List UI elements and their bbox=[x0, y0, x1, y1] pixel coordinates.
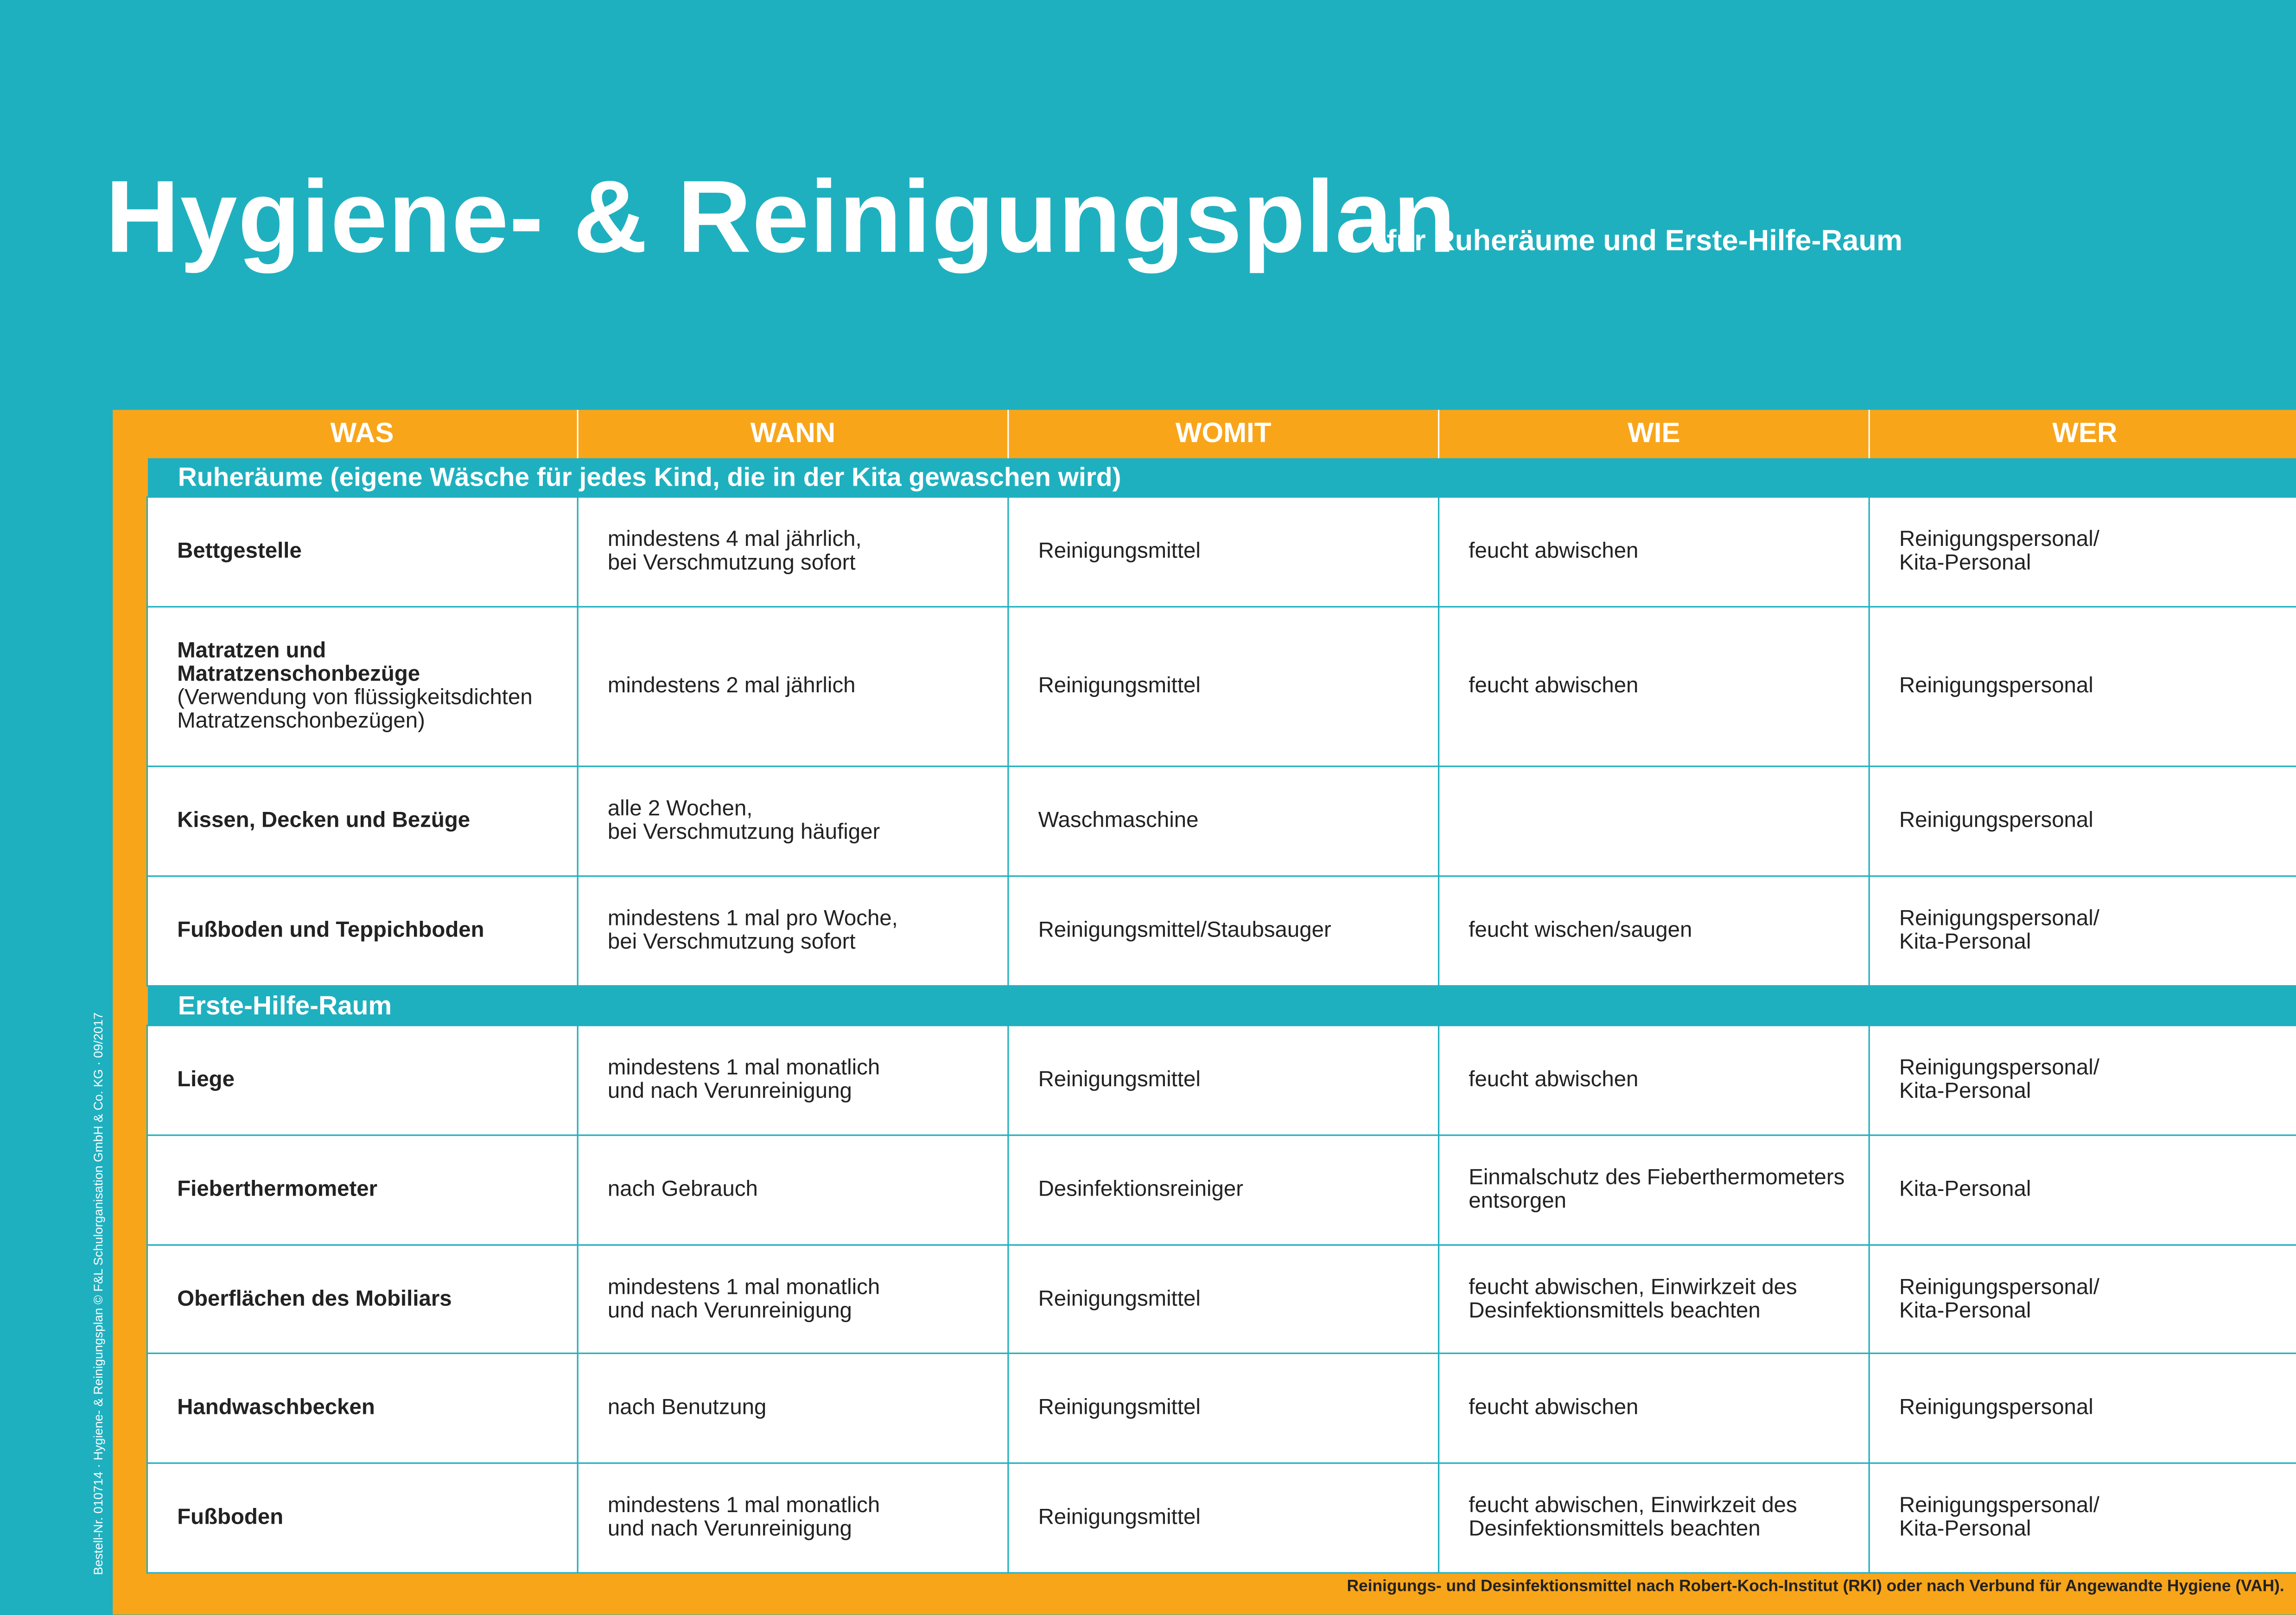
cell-was bbox=[147, 1026, 578, 1135]
table-row bbox=[147, 1245, 2296, 1354]
cell-was bbox=[147, 497, 578, 607]
cell-line: Kita-Personal bbox=[1899, 1516, 2031, 1542]
cell-line: bei Verschmutzung sofort bbox=[607, 550, 856, 576]
cell-line: feucht abwischen bbox=[1469, 1395, 1639, 1420]
column-header-wie: WIE bbox=[1439, 410, 1870, 458]
cell-line: feucht wischen/saugen bbox=[1469, 918, 1692, 943]
cell-line: bei Verschmutzung sofort bbox=[607, 929, 856, 955]
cell-wie bbox=[1439, 766, 1870, 876]
cell-line: bei Verschmutzung häufiger bbox=[607, 819, 880, 845]
section-title: Ruheräume (eigene Wäsche für jedes Kind, die in der Kita gewaschen wird) bbox=[147, 458, 2296, 497]
table-row bbox=[147, 766, 2296, 876]
cell-wie bbox=[1439, 1245, 1870, 1354]
cell-wer bbox=[1869, 1353, 2296, 1463]
cell-line: feucht abwischen, Einwirkzeit des bbox=[1469, 1274, 1797, 1299]
column-header-was: WAS bbox=[147, 410, 578, 458]
section-row bbox=[147, 458, 2296, 497]
column-header-womit: WOMIT bbox=[1008, 410, 1439, 458]
cell-line: Reinigungsmittel/Staubsauger bbox=[1038, 918, 1331, 943]
cell-womit bbox=[1008, 607, 1439, 766]
cell-line: Reinigungsmittel bbox=[1038, 1395, 1201, 1420]
imprint-text: Bestell-Nr. 010714 · Hygiene- & Reinigungsplan © F&L Schulorganisation GmbH & Co. KG · 09/2017 bbox=[90, 1012, 106, 1575]
table-row bbox=[147, 497, 2296, 607]
table-row bbox=[147, 876, 2296, 986]
cell-was bbox=[147, 766, 578, 876]
cell-womit bbox=[1008, 876, 1439, 986]
item-name: Bettgestelle bbox=[177, 538, 302, 564]
table-row bbox=[147, 1463, 2296, 1573]
cell-wer bbox=[1869, 1463, 2296, 1573]
cell-line: nach Benutzung bbox=[607, 1395, 767, 1420]
cell-was bbox=[147, 607, 578, 766]
cell-line: feucht abwischen bbox=[1469, 1067, 1639, 1092]
cell-wann bbox=[578, 1245, 1008, 1354]
cell-wann bbox=[578, 1135, 1008, 1245]
cell-line: Reinigungsmittel bbox=[1038, 1505, 1201, 1530]
cell-line: und nach Verunreinigung bbox=[607, 1079, 852, 1104]
cell-line: Kita-Personal bbox=[1899, 1177, 2031, 1202]
cell-line: und nach Verunreinigung bbox=[607, 1298, 852, 1323]
cell-womit bbox=[1008, 497, 1439, 607]
section-title: Erste-Hilfe-Raum bbox=[147, 986, 2296, 1025]
cell-was bbox=[147, 1353, 578, 1463]
cell-line: Desinfektionsmittels beachten bbox=[1469, 1516, 1761, 1542]
column-header-wer: WER bbox=[1869, 410, 2296, 458]
cell-line: feucht abwischen bbox=[1469, 673, 1639, 698]
cell-wie bbox=[1439, 1463, 1870, 1573]
item-name: Liege bbox=[177, 1067, 235, 1092]
cell-line: mindestens 1 mal monatlich bbox=[607, 1493, 880, 1518]
item-name: Matratzen und Matratzenschonbezüge bbox=[177, 638, 420, 687]
cell-line: Reinigungspersonal/ bbox=[1899, 906, 2099, 931]
cell-womit bbox=[1008, 766, 1439, 876]
cell-line: mindestens 1 mal monatlich bbox=[607, 1055, 880, 1081]
cell-wie bbox=[1439, 876, 1870, 986]
cell-wann bbox=[578, 607, 1008, 766]
cell-wer bbox=[1869, 1135, 2296, 1245]
footnote: Reinigungs- und Desinfektionsmittel nach Robert-Koch-Institut (RKI) oder nach Verbund für Angewandte Hygiene (VAH). bbox=[1347, 1578, 2284, 1596]
cell-wann bbox=[578, 1353, 1008, 1463]
cell-line: Einmalschutz des Fieberthermometers bbox=[1469, 1165, 1845, 1191]
table-row bbox=[147, 1135, 2296, 1245]
cell-womit bbox=[1008, 1353, 1439, 1463]
cell-wann bbox=[578, 876, 1008, 986]
header-row bbox=[147, 410, 2296, 458]
cell-line: mindestens 1 mal pro Woche, bbox=[607, 906, 898, 931]
cell-line: Kita-Personal bbox=[1899, 1298, 2031, 1323]
cell-line: Reinigungsmittel bbox=[1038, 1286, 1201, 1311]
column-header-wann: WANN bbox=[578, 410, 1008, 458]
cell-line: Reinigungspersonal/ bbox=[1899, 1274, 2099, 1299]
cell-wann bbox=[578, 497, 1008, 607]
item-name: Oberflächen des Mobiliars bbox=[177, 1286, 452, 1311]
cell-line: Kita-Personal bbox=[1899, 1079, 2031, 1104]
cell-wer bbox=[1869, 1026, 2296, 1135]
page-subtitle: für Ruheräume und Erste-Hilfe-Raum bbox=[1387, 225, 1903, 258]
cell-line: feucht abwischen bbox=[1469, 538, 1639, 564]
cell-line: Reinigungspersonal bbox=[1899, 1395, 2093, 1420]
item-name: Fußboden und Teppichboden bbox=[177, 918, 484, 943]
cell-wie bbox=[1439, 1135, 1870, 1245]
cell-wer bbox=[1869, 766, 2296, 876]
cell-line: mindestens 4 mal jährlich, bbox=[607, 527, 862, 552]
cell-was bbox=[147, 1245, 578, 1354]
cell-line: feucht abwischen, Einwirkzeit des bbox=[1469, 1493, 1797, 1518]
cell-line: mindestens 1 mal monatlich bbox=[607, 1274, 880, 1299]
item-note: (Verwendung von flüssigkeitsdichten Matratzenschonbezügen) bbox=[177, 685, 533, 734]
cell-wer bbox=[1869, 876, 2296, 986]
cell-wer bbox=[1869, 497, 2296, 607]
cell-wann bbox=[578, 1463, 1008, 1573]
table-row bbox=[147, 607, 2296, 766]
cell-line: Reinigungspersonal/ bbox=[1899, 1493, 2099, 1518]
cell-womit bbox=[1008, 1026, 1439, 1135]
cell-womit bbox=[1008, 1463, 1439, 1573]
cell-line: Reinigungsmittel bbox=[1038, 538, 1201, 564]
item-name: Handwaschbecken bbox=[177, 1395, 375, 1420]
cell-line: Waschmaschine bbox=[1038, 808, 1199, 833]
cell-womit bbox=[1008, 1135, 1439, 1245]
cell-wie bbox=[1439, 607, 1870, 766]
cell-wann bbox=[578, 766, 1008, 876]
cell-line: entsorgen bbox=[1469, 1188, 1567, 1214]
item-name: Fieberthermometer bbox=[177, 1177, 378, 1202]
cell-line: Kita-Personal bbox=[1899, 929, 2031, 955]
hygiene-table bbox=[146, 410, 2296, 1573]
table-row bbox=[147, 1026, 2296, 1135]
cell-line: Kita-Personal bbox=[1899, 550, 2031, 576]
cell-line: Reinigungsmittel bbox=[1038, 673, 1201, 698]
cell-wer bbox=[1869, 1245, 2296, 1354]
cell-line: nach Gebrauch bbox=[607, 1177, 758, 1202]
item-name: Fußboden bbox=[177, 1505, 284, 1530]
cell-wie bbox=[1439, 1353, 1870, 1463]
cell-line: alle 2 Wochen, bbox=[607, 796, 753, 822]
cell-line: mindestens 2 mal jährlich bbox=[607, 673, 856, 698]
cell-line: Reinigungspersonal/ bbox=[1899, 1055, 2099, 1081]
cell-line: und nach Verunreinigung bbox=[607, 1516, 852, 1542]
cell-line: Reinigungsmittel bbox=[1038, 1067, 1201, 1092]
cell-was bbox=[147, 876, 578, 986]
cell-line: Reinigungspersonal bbox=[1899, 808, 2093, 833]
cell-line: Desinfektionsmittels beachten bbox=[1469, 1298, 1761, 1323]
page-title: Hygiene- & Reinigungsplan bbox=[105, 159, 1456, 274]
cell-womit bbox=[1008, 1245, 1439, 1354]
cell-line: Reinigungspersonal bbox=[1899, 673, 2093, 698]
item-name: Kissen, Decken und Bezüge bbox=[177, 808, 471, 833]
section-row bbox=[147, 986, 2296, 1025]
cell-was bbox=[147, 1135, 578, 1245]
cell-wie bbox=[1439, 497, 1870, 607]
cell-was bbox=[147, 1463, 578, 1573]
cell-line: Desinfektionsreiniger bbox=[1038, 1177, 1244, 1202]
table-row bbox=[147, 1353, 2296, 1463]
cell-line: Reinigungspersonal/ bbox=[1899, 527, 2099, 552]
cell-wer bbox=[1869, 607, 2296, 766]
cell-wie bbox=[1439, 1026, 1870, 1135]
cell-wann bbox=[578, 1026, 1008, 1135]
